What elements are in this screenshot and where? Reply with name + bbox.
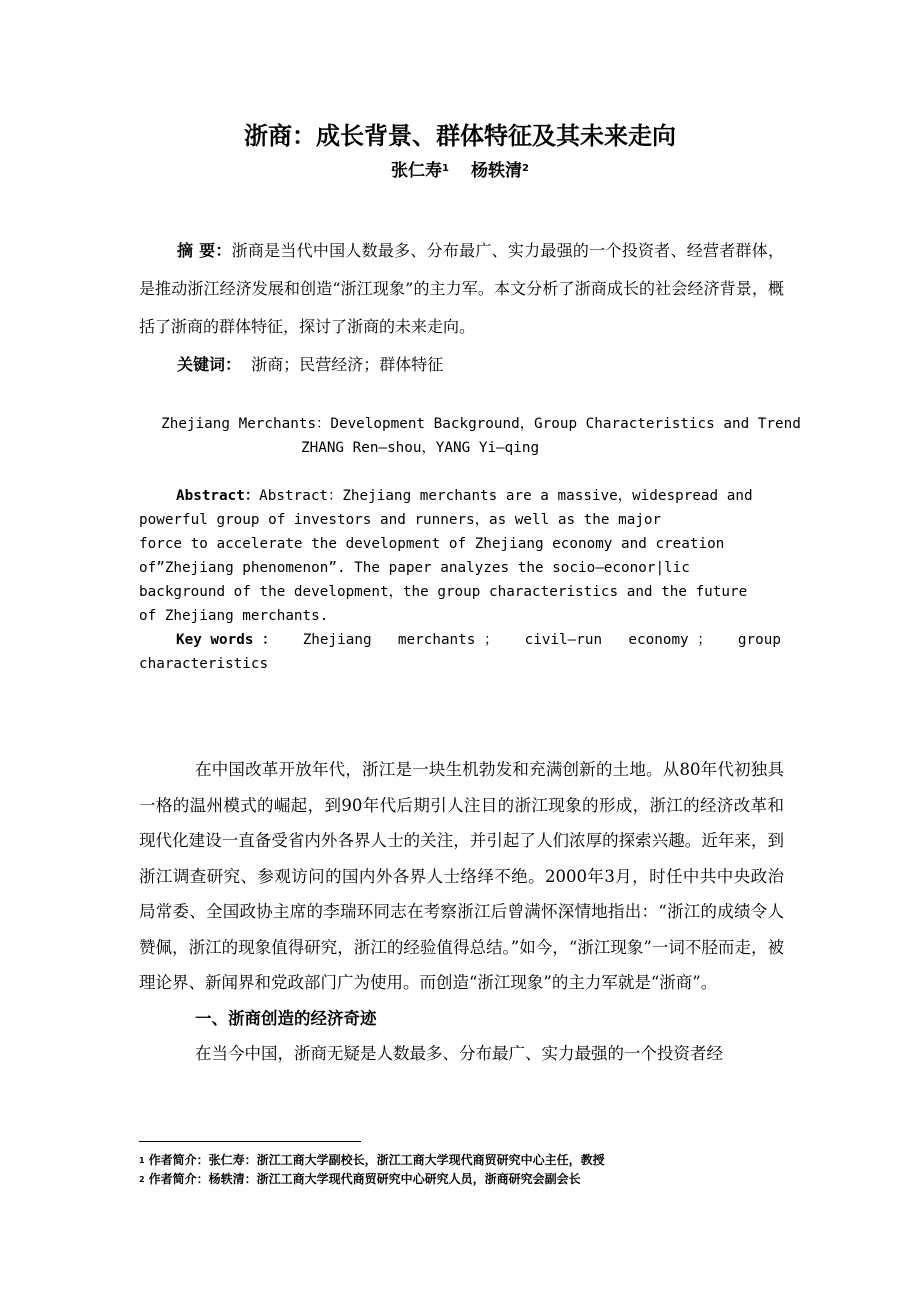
author-line — [0, 158, 920, 184]
english-abstract-line: powerful group of investors and runners，as well as the major — [139, 512, 662, 528]
footnote-1-text: 作者简介：张仁寿：浙江工商大学副校长，浙江工商大学现代商贸研究中心主任，教授 — [148, 1153, 605, 1167]
english-abstract-line: of Zhejiang merchants. — [139, 608, 329, 624]
body-paragraph-1: 在中国改革开放年代，浙江是一块生机勃发和充满创新的土地。从80年代初独具一格的温州模式的崛起，到90年代后期引人注目的浙江现象的形成，浙江的经济改革和现代化建设一直备受省内外各界人士的关注，并引起了人们浓厚的探索兴趣。近年来，到浙江调查研究、参观访问的国内外各界人士络绎不绝。2000年3月，时任中共中央政治局常委、全国政协主席的李瑞环同志在考察浙江后曾满怀深情地指出：“浙江的成绩令人赞佩，浙江的现象值得研究，浙江的经验值得总结。”如今，“浙江现象”一词不胫而走，被理论界、新闻界和党政部门广为使用。而创造“浙江现象”的主力军就是“浙商”。 — [139, 760, 784, 992]
author-1-footnote-mark: 1 — [442, 163, 449, 174]
abstract-label: 摘 要： — [177, 241, 232, 260]
english-keyword: group — [737, 632, 781, 648]
section-heading-1: 一、浙商创造的经济奇迹 — [195, 1008, 377, 1028]
paper-title: 浙商：成长背景、群体特征及其未来走向 — [244, 122, 676, 150]
keywords-paragraph — [139, 346, 784, 384]
english-abstract-line — [139, 484, 809, 508]
english-abstract-label: Abstract： — [176, 488, 260, 504]
keywords-label: 关键词： — [177, 355, 242, 374]
chinese-abstract — [139, 232, 784, 384]
english-keyword: merchants ； — [397, 632, 499, 648]
author-2-footnote-mark: 2 — [522, 163, 529, 174]
author-1: 张仁寿 — [391, 161, 443, 181]
footnotes — [139, 1151, 819, 1189]
english-abstract-body — [139, 484, 809, 676]
main-body — [139, 752, 784, 1072]
english-abstract-line: background of the development，the group characteristics and the future — [139, 584, 748, 600]
english-abstract-line: of”Zhejiang phenomenon”. The paper analyzes the socio—econor|lic — [139, 560, 690, 576]
footnote-2-text: 作者简介：杨轶清：浙江工商大学现代商贸研究中心研究人员，浙商研究会副会长 — [148, 1172, 581, 1186]
english-keyword: Zhejiang — [302, 632, 372, 648]
footnote-2 — [139, 1170, 819, 1189]
english-abstract-line: force to accelerate the development of Zhejiang economy and creation — [139, 536, 725, 552]
abstract-text: 浙商是当代中国人数最多、分布最广、实力最强的一个投资者、经营者群体，是推动浙江经济发展和创造“浙江现象”的主力军。本文分析了浙商成长的社会经济背景，概括了浙商的群体特征，探讨了浙商的未来走向。 — [139, 241, 784, 336]
footnote-1 — [139, 1151, 819, 1170]
keywords-text: 浙商；民营经济；群体特征 — [251, 355, 444, 374]
body-paragraph-2: 在当今中国，浙商无疑是人数最多、分布最广、实力最强的一个投资者经 — [195, 1044, 723, 1063]
english-keywords-tail: characteristics — [139, 656, 269, 672]
english-keyword: economy ； — [628, 632, 712, 648]
english-keywords-line — [139, 628, 781, 652]
footnote-2-mark: 2 — [139, 1175, 145, 1184]
footnote-1-mark: 1 — [139, 1156, 145, 1165]
english-keyword: civil—run — [524, 632, 603, 648]
abstract-paragraph — [139, 232, 784, 346]
footnote-divider — [139, 1141, 361, 1142]
english-title: Zhejiang Merchants：Development Background，Group Characteristics and Trend — [161, 416, 801, 432]
english-authors: ZHANG Ren—shou，YANG Yi—qing — [301, 440, 540, 456]
english-abstract-line-text: Abstract：Zhejiang merchants are a massive，widespread and — [259, 488, 753, 504]
english-abstract — [139, 412, 809, 676]
english-keywords-label: Key words ： — [176, 632, 277, 648]
author-2: 杨轶清 — [471, 161, 522, 181]
